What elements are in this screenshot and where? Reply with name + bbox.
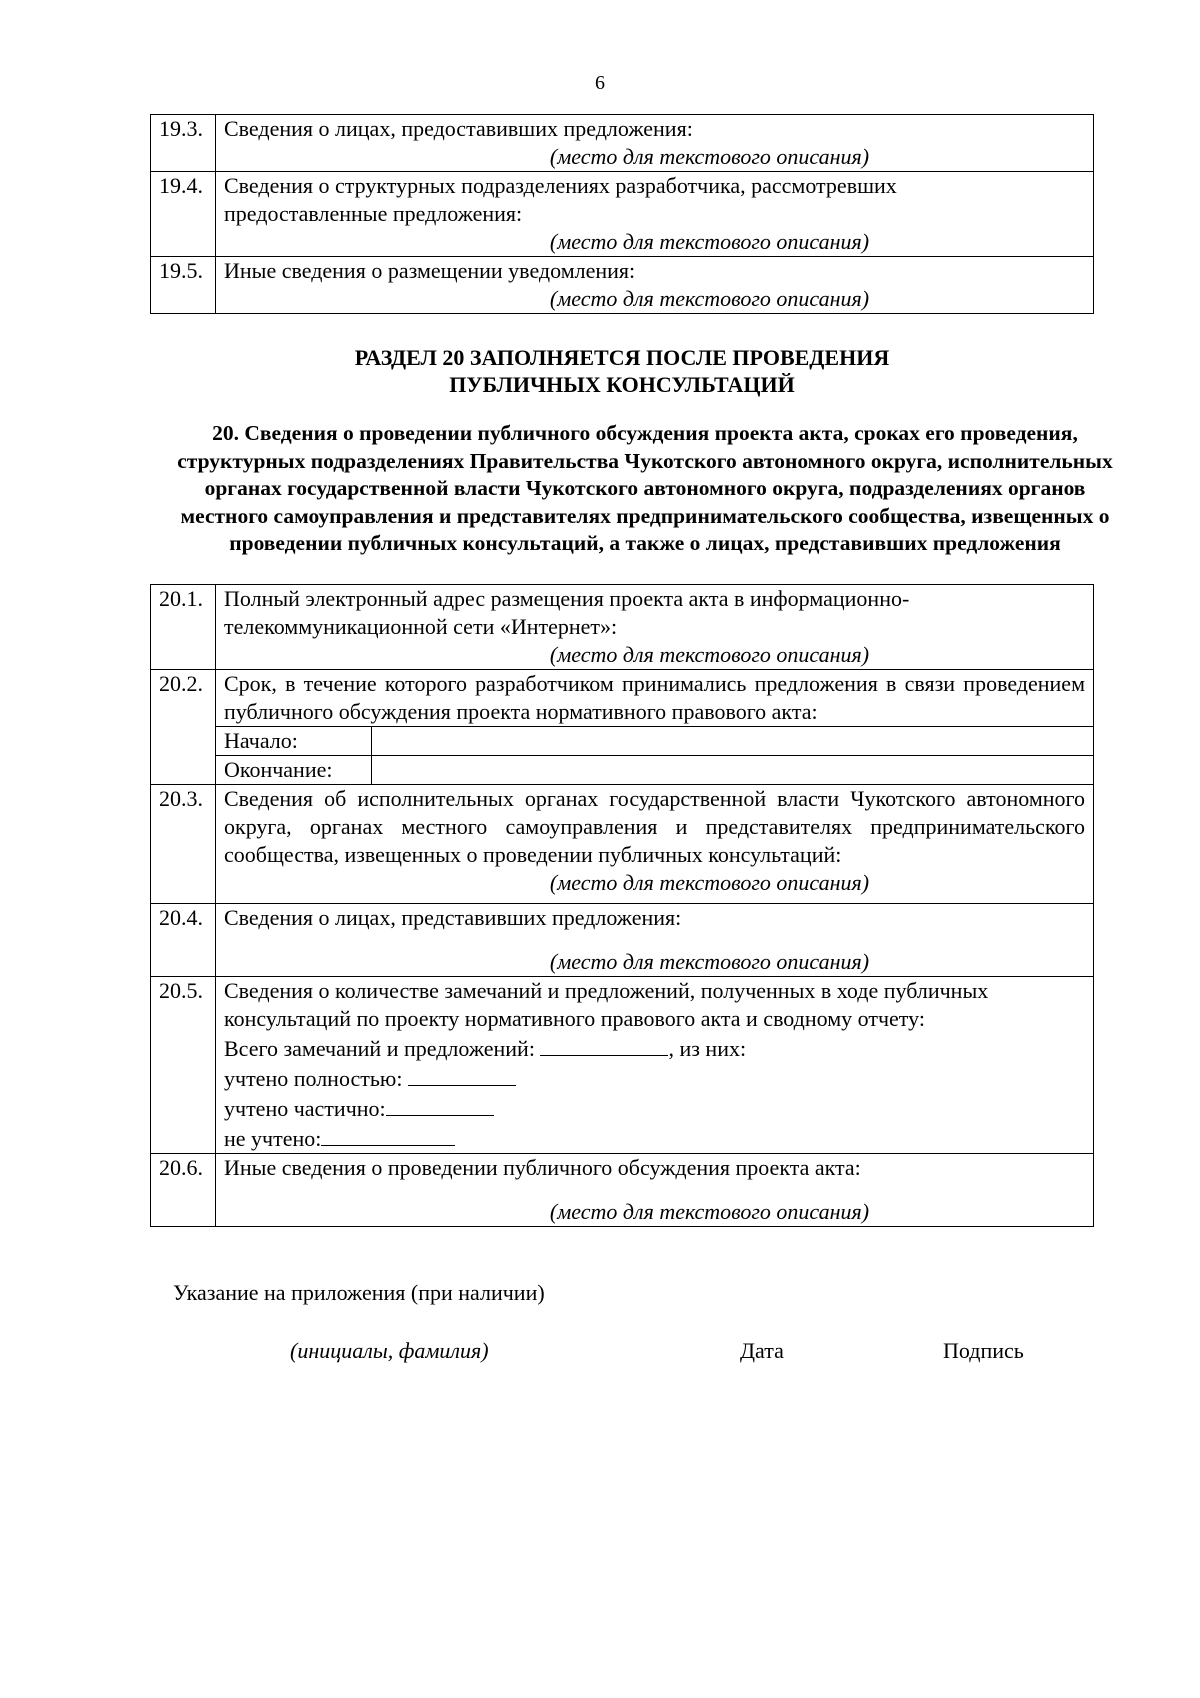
- row-text-line: Сведения о количестве замечаний и предложений, полученных в ходе публичных: [224, 978, 989, 1003]
- row-content: [216, 977, 1094, 1154]
- total-remarks-line: [224, 1033, 1085, 1063]
- row-content: [216, 257, 1094, 314]
- total-remarks-suffix: , из них:: [668, 1036, 747, 1061]
- not-accounted-line: [224, 1123, 1085, 1153]
- signature-initials: (инициалы, фамилия): [290, 1338, 489, 1363]
- table-row: [151, 585, 1094, 670]
- row-text-line: Полный электронный адрес размещения проекта акта в информационно-: [224, 586, 910, 611]
- row-content: [216, 904, 1094, 977]
- signature-date: Дата: [740, 1338, 784, 1363]
- placeholder-text: (место для текстового описания): [549, 229, 870, 254]
- not-accounted-field[interactable]: [321, 1123, 455, 1146]
- row-content: [216, 172, 1094, 257]
- table-row: [151, 257, 1094, 314]
- row-content: [216, 1154, 1094, 1227]
- fully-accounted-line: [224, 1063, 1085, 1093]
- table-row: [151, 115, 1094, 172]
- start-date-field[interactable]: [372, 727, 1093, 755]
- row-text: Сведения о структурных подразделениях разработчика, рассмотревших предоставленные предложения:: [224, 173, 897, 226]
- row-text: Сведения об исполнительных органах государственной власти Чукотского автономного округа, органах местного самоуправления и представителях предпринимательского сообщества, извещенных о проведении публичных консультаций:: [224, 786, 1085, 867]
- row-text: Иные сведения о размещении уведомления:: [224, 258, 636, 283]
- row-text: Иные сведения о проведении публичного обсуждения проекта акта:: [224, 1155, 861, 1180]
- row-content: [216, 785, 1094, 904]
- row-content: [216, 670, 1094, 785]
- row-text: Сведения о лицах, предоставивших предложения:: [224, 116, 693, 141]
- placeholder-text: (место для текстового описания): [549, 286, 870, 311]
- end-date-field[interactable]: [372, 756, 1093, 784]
- partially-accounted-field[interactable]: [386, 1093, 494, 1116]
- row-number: 20.6.: [151, 1154, 216, 1227]
- row-number: 19.3.: [151, 115, 216, 172]
- row-number: 20.2.: [151, 670, 216, 785]
- row-number: 20.3.: [151, 785, 216, 904]
- row-number: 20.1.: [151, 585, 216, 670]
- signature-sign: Подпись: [943, 1338, 1024, 1363]
- placeholder-text: (место для текстового описания): [549, 949, 870, 974]
- placeholder-text: (место для текстового описания): [549, 144, 870, 169]
- attachments-note: Указание на приложения (при наличии): [173, 1280, 545, 1305]
- table-row: [151, 172, 1094, 257]
- placeholder-text: (место для текстового описания): [549, 870, 870, 895]
- section-heading: РАЗДЕЛ 20 ЗАПОЛНЯЕТСЯ ПОСЛЕ ПРОВЕДЕНИЯ ПУБЛИЧНЫХ КОНСУЛЬТАЦИЙ: [354, 345, 890, 397]
- placeholder-text: (место для текстового описания): [549, 1199, 870, 1224]
- end-date-row: [216, 755, 1093, 784]
- row-number: 19.5.: [151, 257, 216, 314]
- start-date-row: [216, 726, 1093, 755]
- total-remarks-field[interactable]: [540, 1033, 668, 1056]
- total-remarks-label: Всего замечаний и предложений:: [224, 1036, 535, 1061]
- not-accounted-label: не учтено:: [224, 1126, 322, 1151]
- row-text-line: телекоммуникационной сети «Интернет»:: [224, 614, 618, 639]
- table-row: [151, 785, 1094, 904]
- row-content: [216, 585, 1094, 670]
- partially-accounted-line: [224, 1093, 1085, 1123]
- section-subheading: 20. Сведения о проведении публичного обсуждения проекта акта, сроках его проведения, структурных подразделениях Правительства Чукотского автономного округа, исполнительных органах государственной власти Чукотского автономного округа, подразделениях органов местного самоуправления и представителях предпринимательского сообщества, извещенных о проведении публичных консультаций, а также о лицах, представивших предложения: [177, 421, 1113, 555]
- table-row: [151, 670, 1094, 785]
- start-date-label: Начало:: [216, 727, 372, 755]
- partially-accounted-label: учтено частично:: [224, 1096, 386, 1121]
- fully-accounted-field[interactable]: [408, 1063, 516, 1086]
- end-date-label: Окончание:: [216, 756, 372, 784]
- fully-accounted-label: учтено полностью:: [224, 1066, 403, 1091]
- placeholder-text: (место для текстового описания): [549, 642, 870, 667]
- table-row: [151, 1154, 1094, 1227]
- row-number: 20.5.: [151, 977, 216, 1154]
- page-number: 6: [595, 72, 605, 94]
- table-row: [151, 977, 1094, 1154]
- row-content: [216, 115, 1094, 172]
- row-text-line: консультаций по проекту нормативного правового акта и сводному отчету:: [224, 1006, 925, 1031]
- row-number: 20.4.: [151, 904, 216, 977]
- row-text: Срок, в течение которого разработчиком принимались предложения в связи проведением публичного обсуждения проекта нормативного правового акта:: [224, 671, 1085, 724]
- table-section-20: [150, 584, 1094, 1227]
- table-row: [151, 904, 1094, 977]
- row-text: Сведения о лицах, представивших предложения:: [224, 905, 682, 930]
- row-number: 19.4.: [151, 172, 216, 257]
- table-section-19: [150, 114, 1094, 314]
